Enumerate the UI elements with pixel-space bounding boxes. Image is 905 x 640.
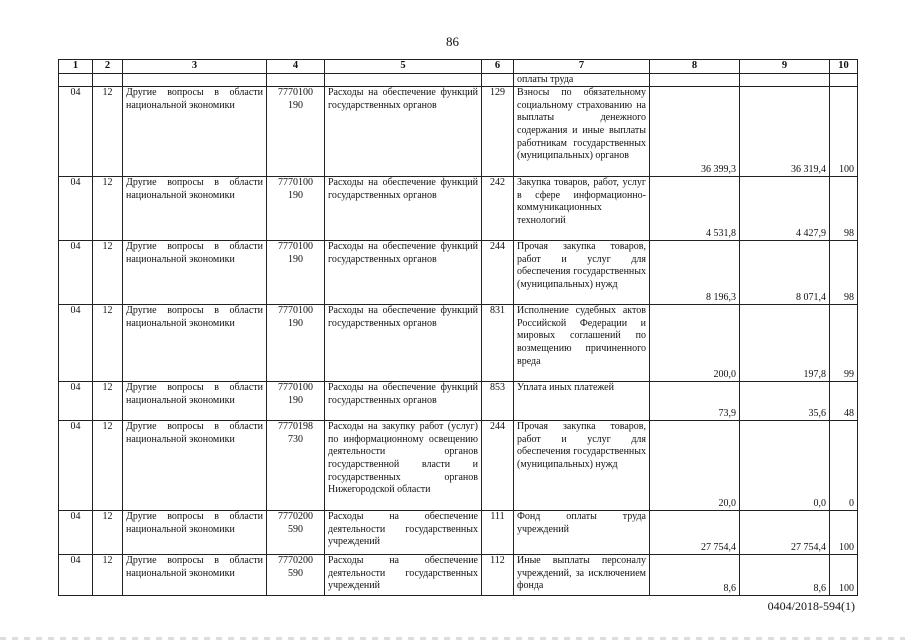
table-row — [59, 177, 858, 241]
cell-article-name: Расходы на обеспечение функций государственных органов — [325, 305, 482, 382]
cell-target-article: 7770100 190 — [267, 305, 325, 382]
cell-percent: 0 — [830, 421, 858, 511]
cell-article-name: Расходы на обеспечение функций государственных органов — [325, 241, 482, 305]
cell-subsection: 12 — [93, 382, 123, 421]
cell-article-name: Расходы на обеспечение функций государственных органов — [325, 87, 482, 177]
cell-section: 04 — [59, 511, 93, 555]
cell-expense-type: Исполнение судебных актов Российской Федерации и мировых соглашений по возмещению причиненного вреда — [514, 305, 650, 382]
continuation-row — [59, 73, 858, 87]
cell-expense-code: 112 — [482, 555, 514, 596]
cell-section: 04 — [59, 87, 93, 177]
cell-percent: 100 — [830, 511, 858, 555]
cell-expense-code: 242 — [482, 177, 514, 241]
cell-executed: 36 319,4 — [740, 87, 830, 177]
cell-expense-type: Уплата иных платежей — [514, 382, 650, 421]
cell-expense-code: 244 — [482, 421, 514, 511]
cell-expense-type: Прочая закупка товаров, работ и услуг для обеспечения государственных (муниципальных) нужд — [514, 241, 650, 305]
cell-target-article: 7770198 730 — [267, 421, 325, 511]
cell-expense-type: Взносы по обязательному социальному страхованию на выплаты денежного содержания и иные выплаты работникам государственных (муниципальных) органов — [514, 87, 650, 177]
cell-subsection: 12 — [93, 241, 123, 305]
cell-expense-type: Фонд оплаты труда учреждений — [514, 511, 650, 555]
table-row — [59, 511, 858, 555]
cell-expense-code: 244 — [482, 241, 514, 305]
cell-executed: 8,6 — [740, 555, 830, 596]
cell-planned: 200,0 — [650, 305, 740, 382]
cell-percent: 100 — [830, 87, 858, 177]
table-row — [59, 87, 858, 177]
col-header: 8 — [650, 60, 740, 74]
cell-section-name: Другие вопросы в области национальной экономики — [123, 511, 267, 555]
col-header: 3 — [123, 60, 267, 74]
cell-section-name: Другие вопросы в области национальной экономики — [123, 241, 267, 305]
cell-planned: 20,0 — [650, 421, 740, 511]
cell-planned: 8,6 — [650, 555, 740, 596]
cell-executed: 197,8 — [740, 305, 830, 382]
cell-section-name: Другие вопросы в области национальной экономики — [123, 87, 267, 177]
cell-planned: 4 531,8 — [650, 177, 740, 241]
cell-planned: 73,9 — [650, 382, 740, 421]
col-header: 9 — [740, 60, 830, 74]
cell-percent: 99 — [830, 305, 858, 382]
page-number: 86 — [446, 34, 459, 49]
table-row — [59, 421, 858, 511]
cell-section-name: Другие вопросы в области национальной экономики — [123, 421, 267, 511]
cell-target-article: 7770200 590 — [267, 555, 325, 596]
col-header: 4 — [267, 60, 325, 74]
cell-section: 04 — [59, 177, 93, 241]
cell-section: 04 — [59, 305, 93, 382]
cell-section-name: Другие вопросы в области национальной экономики — [123, 305, 267, 382]
cell-section: 04 — [59, 382, 93, 421]
col-header: 5 — [325, 60, 482, 74]
document-code: 0404/2018-594(1) — [767, 599, 855, 613]
cell-target-article: 7770100 190 — [267, 177, 325, 241]
cell-target-article: 7770100 190 — [267, 87, 325, 177]
cell-percent: 100 — [830, 555, 858, 596]
cell-planned: 36 399,3 — [650, 87, 740, 177]
cell-expense-type: Иные выплаты персоналу учреждений, за исключением фонда — [514, 555, 650, 596]
cell-section-name: Другие вопросы в области национальной экономики — [123, 177, 267, 241]
cell-target-article: 7770100 190 — [267, 382, 325, 421]
cell-target-article: 7770100 190 — [267, 241, 325, 305]
cell-subsection: 12 — [93, 87, 123, 177]
cell-executed: 35,6 — [740, 382, 830, 421]
cell-subsection: 12 — [93, 177, 123, 241]
cell-expense-type: оплаты труда — [514, 73, 650, 87]
cell-executed: 8 071,4 — [740, 241, 830, 305]
cell-expense-code: 111 — [482, 511, 514, 555]
cell-planned: 27 754,4 — [650, 511, 740, 555]
cell-executed: 4 427,9 — [740, 177, 830, 241]
table-row — [59, 305, 858, 382]
cell-percent: 98 — [830, 241, 858, 305]
cell-expense-code: 853 — [482, 382, 514, 421]
col-header: 7 — [514, 60, 650, 74]
cell-section: 04 — [59, 555, 93, 596]
cell-article-name: Расходы на обеспечение функций государственных органов — [325, 177, 482, 241]
budget-table — [58, 59, 858, 596]
cell-expense-type: Прочая закупка товаров, работ и услуг для обеспечения государственных (муниципальных) нужд — [514, 421, 650, 511]
cell-subsection: 12 — [93, 421, 123, 511]
cell-target-article: 7770200 590 — [267, 511, 325, 555]
cell-expense-code: 129 — [482, 87, 514, 177]
cell-article-name: Расходы на закупку работ (услуг) по информационному освещению деятельности органов государственной власти и государственных органов Нижегородской области — [325, 421, 482, 511]
cell-article-name: Расходы на обеспечение функций государственных органов — [325, 382, 482, 421]
col-header: 6 — [482, 60, 514, 74]
cell-executed: 0,0 — [740, 421, 830, 511]
cell-expense-code: 831 — [482, 305, 514, 382]
cell-planned: 8 196,3 — [650, 241, 740, 305]
cell-article-name: Расходы на обеспечение деятельности государственных учреждений — [325, 511, 482, 555]
cell-expense-type: Закупка товаров, работ, услуг в сфере информационно-коммуникационных технологий — [514, 177, 650, 241]
col-header: 1 — [59, 60, 93, 74]
cell-percent: 98 — [830, 177, 858, 241]
cell-section: 04 — [59, 421, 93, 511]
cell-subsection: 12 — [93, 511, 123, 555]
cell-subsection: 12 — [93, 555, 123, 596]
cell-executed: 27 754,4 — [740, 511, 830, 555]
col-header: 2 — [93, 60, 123, 74]
cell-subsection: 12 — [93, 305, 123, 382]
cell-section: 04 — [59, 241, 93, 305]
table-row — [59, 382, 858, 421]
cell-percent: 48 — [830, 382, 858, 421]
col-header: 10 — [830, 60, 858, 74]
cell-article-name: Расходы на обеспечение деятельности государственных учреждений — [325, 555, 482, 596]
header-row — [59, 60, 858, 74]
cell-section-name: Другие вопросы в области национальной экономики — [123, 555, 267, 596]
table-row — [59, 241, 858, 305]
table-row — [59, 555, 858, 596]
cell-section-name: Другие вопросы в области национальной экономики — [123, 382, 267, 421]
